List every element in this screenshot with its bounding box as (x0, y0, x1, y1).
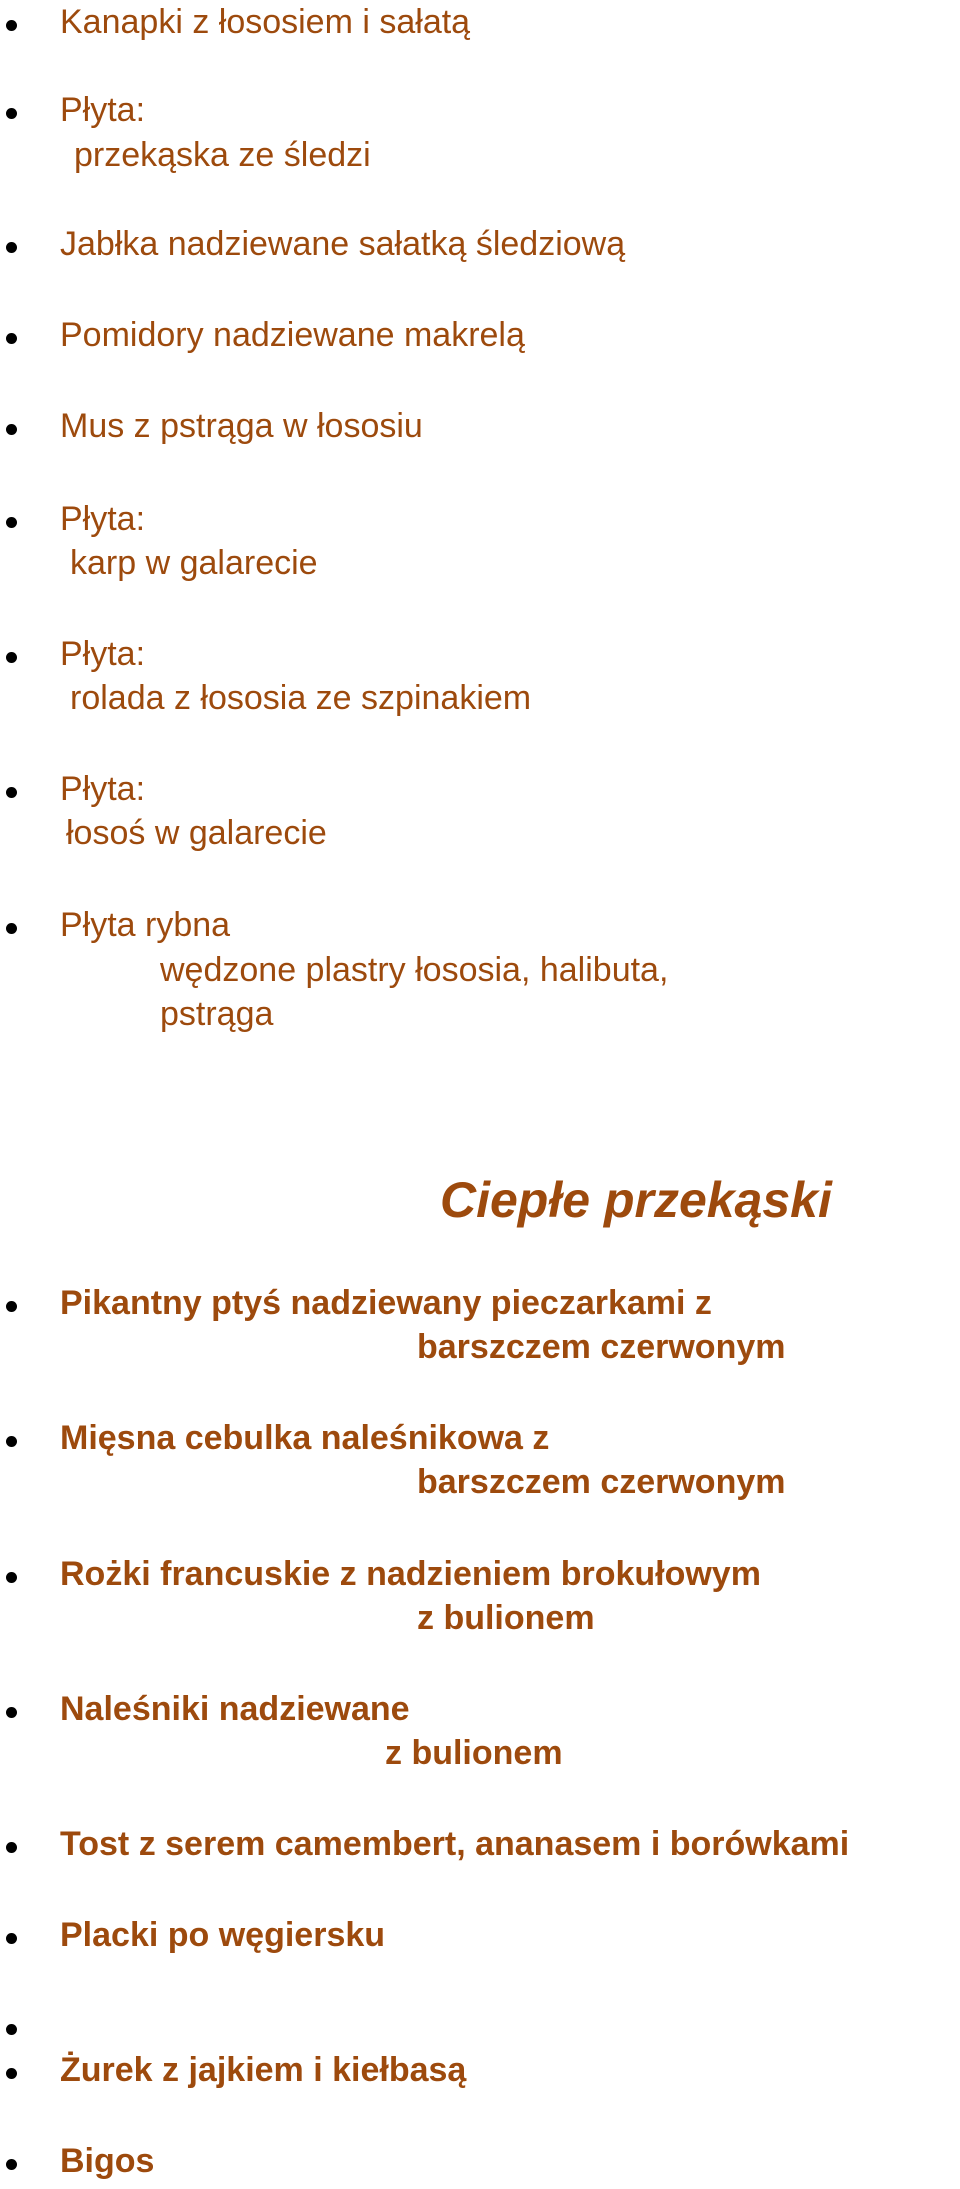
item-subtext: wędzone plastry łososia, halibuta, (160, 951, 669, 989)
item-text: Bigos (60, 2142, 155, 2180)
bullet-icon (6, 787, 17, 798)
bullet-icon (6, 1572, 17, 1583)
bullet-icon (6, 424, 17, 435)
bullet-icon (6, 2068, 17, 2079)
bullet-icon (6, 108, 17, 119)
item-text: Naleśniki nadziewane (60, 1690, 410, 1728)
item-text: Mięsna cebulka naleśnikowa z (60, 1419, 550, 1457)
item-text: Jabłka nadziewane sałatką śledziową (60, 225, 626, 263)
item-text: Rożki francuskie z nadzieniem brokułowym (60, 1555, 761, 1593)
bullet-icon (6, 2159, 17, 2170)
item-text: Żurek z jajkiem i kiełbasą (60, 2051, 467, 2089)
item-text: Płyta: (60, 635, 146, 673)
item-subtext: barszczem czerwonym (417, 1463, 786, 1501)
item-subtext: łosoś w galarecie (66, 814, 327, 852)
item-subtext: z bulionem (385, 1734, 563, 1772)
item-text: Pikantny ptyś nadziewany pieczarkami z (60, 1284, 712, 1322)
item-subtext: przekąska ze śledzi (74, 136, 371, 174)
bullet-icon (6, 20, 17, 31)
bullet-icon (6, 333, 17, 344)
item-text: Płyta: (60, 91, 146, 129)
item-text: Kanapki z łososiem i sałatą (60, 3, 471, 41)
item-text: Płyta: (60, 770, 146, 808)
bullet-icon (6, 242, 17, 253)
item-subtext: karp w galarecie (70, 544, 318, 582)
bullet-icon (6, 1842, 17, 1853)
bullet-icon (6, 517, 17, 528)
section-heading: Ciepłe przekąski (440, 1172, 832, 1228)
item-text: Tost z serem camembert, ananasem i borówkami (60, 1825, 850, 1863)
item-subtext: rolada z łososia ze szpinakiem (70, 679, 532, 717)
item-text: Pomidory nadziewane makrelą (60, 316, 525, 354)
bullet-icon (6, 1707, 17, 1718)
item-subtext: pstrąga (160, 995, 274, 1033)
item-subtext: z bulionem (417, 1599, 595, 1637)
item-text: Płyta rybna (60, 906, 231, 944)
item-text: Placki po węgiersku (60, 1916, 386, 1954)
bullet-icon (6, 1436, 17, 1447)
item-text: Mus z pstrąga w łososiu (60, 407, 423, 445)
bullet-icon (6, 2024, 17, 2035)
bullet-icon (6, 1301, 17, 1312)
item-text: Płyta: (60, 500, 146, 538)
bullet-icon (6, 652, 17, 663)
bullet-icon (6, 1933, 17, 1944)
bullet-icon (6, 923, 17, 934)
item-subtext: barszczem czerwonym (417, 1328, 786, 1366)
